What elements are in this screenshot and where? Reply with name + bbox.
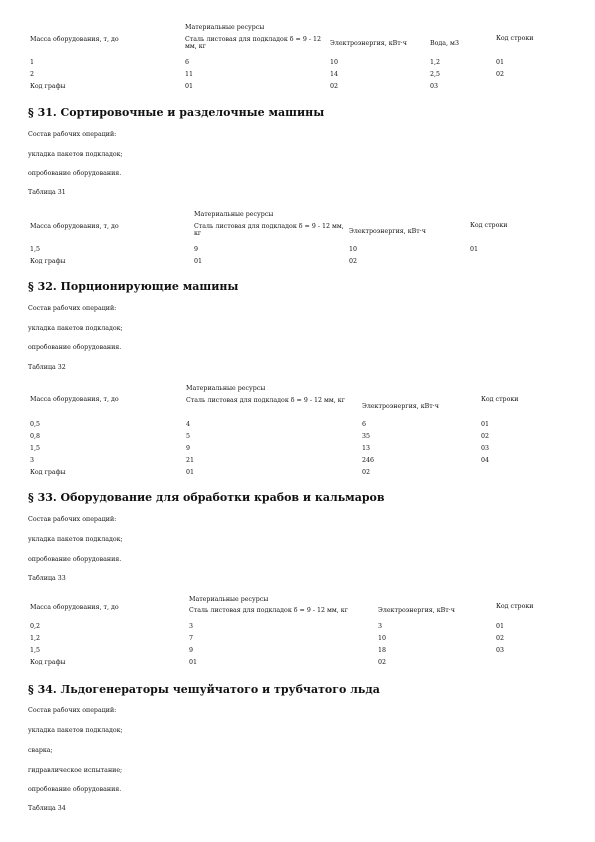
table-header-steel: Сталь листовая для подкладок δ = 9 - 12 мм, кг [186,397,346,404]
cell-power: 35 [362,433,371,440]
table-header-group: Материальные ресурсы [189,596,269,603]
table-header-mass: Масса оборудования, т, до [30,223,119,230]
cell-power: 246 [362,457,375,464]
cell-steel: 21 [186,457,195,464]
cell-steel: 5 [186,433,191,440]
footer-power: 02 [349,258,358,265]
table-header-code: Код строки [481,396,519,403]
cell-code: 03 [496,647,505,654]
table-header-code: Код строки [470,222,508,229]
cell-mass: 1,5 [30,246,41,253]
cell-power: 13 [362,445,371,452]
table-header-power: Электроэнергия, кВт·ч [362,403,439,410]
cell-mass: 0,5 [30,421,41,428]
table-header-code: Код строки [496,603,534,610]
cell-steel: 9 [194,246,199,253]
table-header-mass: Масса оборудования, т, до [30,396,119,403]
section-heading: § 34. Льдогенераторы чешуйчатого и трубчатого льда [28,683,380,696]
cell-code: 02 [481,433,490,440]
table-label: Таблица 34 [28,805,66,812]
table-header-water: Вода, м3 [430,40,459,47]
cell-power: 10 [330,59,339,66]
cell-water: 1,2 [430,59,441,66]
table-header-steel: Сталь листовая для подкладок δ = 9 - 12 мм, кг [189,607,349,614]
footer-steel: 01 [186,469,195,476]
cell-power: 6 [362,421,367,428]
footer-label: Код графы [30,469,66,476]
cell-steel: 3 [189,623,194,630]
cell-power: 10 [378,635,387,642]
footer-water: 03 [430,83,439,90]
cell-steel: 11 [185,71,194,78]
footer-steel: 01 [185,83,194,90]
cell-power: 10 [349,246,358,253]
cell-power: 14 [330,71,339,78]
cell-code: 01 [470,246,479,253]
cell-steel: 6 [185,59,190,66]
cell-power: 3 [378,623,383,630]
operations-heading: Состав рабочих операций: [28,516,117,523]
cell-code: 01 [496,623,505,630]
cell-power: 18 [378,647,387,654]
operation-item: укладка пакетов подкладок; [28,536,123,543]
cell-code: 03 [481,445,490,452]
cell-mass: 2 [30,71,35,78]
footer-steel: 01 [189,659,198,666]
section-heading: § 32. Порционирующие машины [28,280,239,293]
footer-label: Код графы [30,659,66,666]
table-header-steel: Сталь листовая для подкладок δ = 9 - 12 мм, кг [194,223,344,237]
operation-item: опробование оборудования. [28,170,122,177]
operation-item: гидравлическое испытание; [28,767,123,774]
cell-steel: 4 [186,421,191,428]
table-header-code: Код строки [496,35,534,42]
table-header-power: Электроэнергия, кВт·ч [330,40,407,47]
operations-heading: Состав рабочих операций: [28,707,117,714]
section-heading: § 33. Оборудование для обработки крабов и кальмаров [28,491,385,504]
cell-steel: 7 [189,635,194,642]
cell-code: 01 [496,59,505,66]
table-header-power: Электроэнергия, кВт·ч [349,228,426,235]
footer-power: 02 [330,83,339,90]
table-header-group: Материальные ресурсы [186,385,266,392]
cell-mass: 1 [30,59,35,66]
footer-label: Код графы [30,83,66,90]
table-header-mass: Масса оборудования, т, до [30,604,119,611]
operation-item: опробование оборудования. [28,786,122,793]
table-label: Таблица 33 [28,575,66,582]
operation-item: сварка; [28,747,53,754]
footer-power: 02 [362,469,371,476]
footer-steel: 01 [194,258,203,265]
cell-mass: 0,2 [30,623,41,630]
cell-mass: 3 [30,457,35,464]
table-label: Таблица 32 [28,364,66,371]
table-header-group: Материальные ресурсы [194,211,274,218]
cell-mass: 0,8 [30,433,41,440]
operations-heading: Состав рабочих операций: [28,131,117,138]
cell-steel: 9 [186,445,191,452]
table-header-power: Электроэнергия, кВт·ч [378,607,455,614]
section-heading: § 31. Сортировочные и разделочные машины [28,106,325,119]
cell-code: 02 [496,71,505,78]
footer-power: 02 [378,659,387,666]
table-label: Таблица 31 [28,189,66,196]
cell-water: 2,5 [430,71,441,78]
cell-mass: 1,2 [30,635,41,642]
operation-item: укладка пакетов подкладок; [28,727,123,734]
operation-item: опробование оборудования. [28,556,122,563]
cell-mass: 1,5 [30,647,41,654]
operations-heading: Состав рабочих операций: [28,305,117,312]
cell-mass: 1,5 [30,445,41,452]
operation-item: укладка пакетов подкладок; [28,325,123,332]
cell-code: 01 [481,421,490,428]
table-header-group: Материальные ресурсы [185,24,265,31]
cell-code: 04 [481,457,490,464]
operation-item: опробование оборудования. [28,344,122,351]
table-header-mass: Масса оборудования, т, до [30,36,119,43]
cell-steel: 9 [189,647,194,654]
operation-item: укладка пакетов подкладок; [28,151,123,158]
cell-code: 02 [496,635,505,642]
footer-label: Код графы [30,258,66,265]
table-header-steel: Сталь листовая для подкладок δ = 9 - 12 мм, кг [185,36,321,50]
